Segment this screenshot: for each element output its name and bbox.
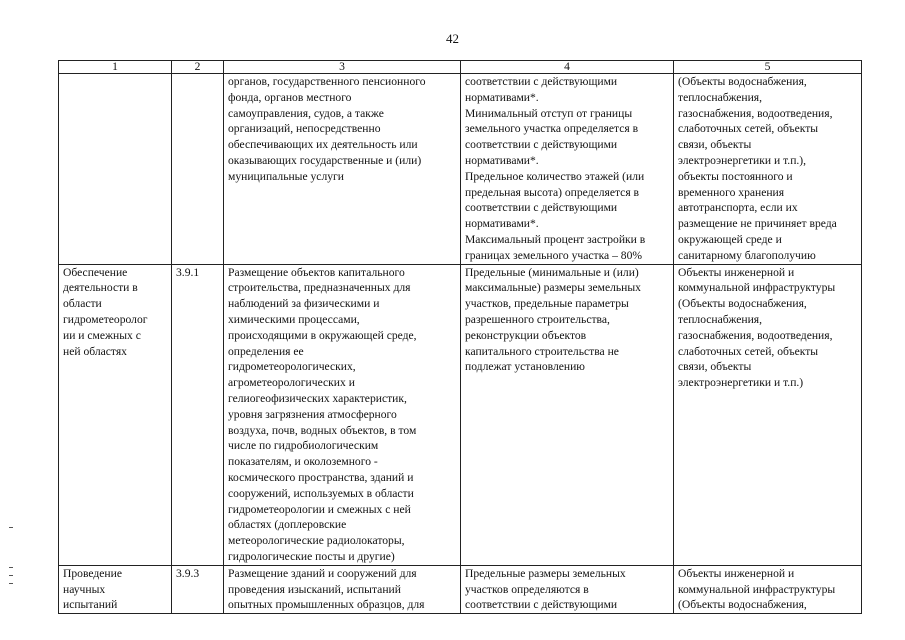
cell-text-line: деятельности в — [63, 281, 138, 295]
cell-text-line: Предельное количество этажей (или — [465, 169, 645, 183]
cell-text-line: агрометеорологических и — [228, 376, 355, 390]
cell-text-line: ии и смежных с — [63, 328, 141, 342]
cell-text-line: газоснабжения, водоотведения, — [678, 328, 833, 342]
table-row — [59, 565, 862, 613]
cell-text-line: нормативами*. — [465, 153, 539, 167]
header-col-5: 5 — [674, 61, 862, 74]
cell-text-line: объекты постоянного и — [678, 169, 793, 183]
header-col-1: 1 — [59, 61, 172, 74]
description-cell — [224, 74, 461, 265]
description-cell — [224, 565, 461, 613]
cell-text-line: Размещение объектов капитального — [228, 265, 405, 279]
cell-text-line: связи, объекты — [678, 138, 752, 152]
cell-text-line: сооружений, используемых в области — [228, 486, 414, 500]
cell-text-line: участков определяются в — [465, 582, 589, 596]
cell-text-line: муниципальные услуги — [228, 169, 344, 183]
cell-text-line: Предельные (минимальные и (или) — [465, 265, 639, 279]
cell-text-line: органов, государственного пенсионного — [228, 75, 426, 88]
cell-text-line: временного хранения — [678, 185, 785, 199]
cell-text-line: Максимальный процент застройки в — [465, 232, 646, 246]
cell-text-line: разрешенного строительства, — [465, 312, 610, 326]
cell-text-line: максимальные) размеры земельных — [465, 281, 641, 295]
cell-text-line: гидрометеоролог — [63, 312, 148, 326]
cell-text-line: предельная высота) определяется в — [465, 185, 640, 199]
auxiliary-uses-cell — [674, 264, 862, 565]
cell-text-line: слаботочных сетей, объекты — [678, 344, 819, 358]
parameters-cell — [461, 74, 674, 265]
cell-text-line: проведения изысканий, испытаний — [228, 582, 401, 596]
cell-text-line: теплоснабжения, — [678, 90, 763, 104]
cell-text-line: строительства, предназначенных для — [228, 281, 411, 295]
parameters-cell — [461, 565, 674, 613]
cell-text-line: гелиогеофизических характеристик, — [228, 391, 407, 405]
use-name-cell — [59, 264, 172, 565]
header-row — [59, 61, 862, 74]
cell-text-line: соответствии с действующими — [465, 598, 618, 612]
code-cell — [172, 565, 224, 613]
cell-text-line: гидрометеорологии и смежных с ней — [228, 502, 411, 516]
cell-text-line: космического пространства, зданий и — [228, 470, 414, 484]
cell-text-line: соответствии с действующими — [465, 201, 618, 215]
cell-text-line: гидрологические посты и другие) — [228, 549, 395, 563]
regulations-table — [58, 60, 862, 614]
cell-text-line: капитального строительства не — [465, 344, 619, 358]
cell-text-line: наблюдений за физическими и — [228, 297, 380, 311]
code-cell — [172, 74, 224, 265]
cell-text-line: 3.9.1 — [176, 265, 200, 279]
cell-text-line: 3.9.3 — [176, 566, 200, 580]
use-name-cell — [59, 74, 172, 265]
code-cell — [172, 264, 224, 565]
cell-text-line: Объекты инженерной и — [678, 566, 795, 580]
cell-text-line: опытных промышленных образцов, для — [228, 598, 425, 612]
cell-text-line: реконструкции объектов — [465, 328, 587, 342]
cell-text-line: научных — [63, 582, 106, 596]
cell-text-line: участков, предельные параметры — [465, 297, 629, 311]
margin-tick — [9, 583, 13, 584]
use-name-cell — [59, 565, 172, 613]
cell-text-line: нормативами*. — [465, 217, 539, 231]
header-col-3: 3 — [224, 61, 461, 74]
cell-text-line: газоснабжения, водоотведения, — [678, 106, 833, 120]
cell-text-line: химическими процессами, — [228, 312, 360, 326]
cell-text-line: электроэнергетики и т.п.) — [678, 376, 804, 390]
margin-tick — [9, 567, 13, 568]
cell-text-line: (Объекты водоснабжения, — [678, 598, 807, 612]
cell-text-line: определения ее — [228, 344, 304, 358]
cell-text-line: испытаний — [63, 598, 118, 612]
cell-text-line: областях (доплеровские — [228, 518, 347, 532]
cell-text-line: воздуха, почв, водных объектов, в том — [228, 423, 417, 437]
cell-text-line: коммунальной инфраструктуры — [678, 281, 836, 295]
description-cell — [224, 264, 461, 565]
parameters-cell — [461, 264, 674, 565]
margin-tick — [9, 575, 13, 576]
cell-text-line: уровня загрязнения атмосферного — [228, 407, 397, 421]
cell-text-line: оказывающих государственные и (или) — [228, 153, 422, 167]
cell-text-line: санитарному благополучию — [678, 248, 816, 262]
cell-text-line: соответствии с действующими — [465, 138, 618, 152]
cell-text-line: Проведение — [63, 566, 122, 580]
cell-text-line: автотранспорта, если их — [678, 201, 798, 215]
cell-text-line: связи, объекты — [678, 360, 752, 374]
cell-text-line: фонда, органов местного — [228, 90, 352, 104]
auxiliary-uses-cell — [674, 74, 862, 265]
cell-text-line: ней областях — [63, 344, 127, 358]
table-row — [59, 74, 862, 265]
table-row — [59, 264, 862, 565]
cell-text-line: Размещение зданий и сооружений для — [228, 566, 417, 580]
cell-text-line: области — [63, 297, 102, 311]
header-col-4: 4 — [461, 61, 674, 74]
cell-text-line: (Объекты водоснабжения, — [678, 297, 807, 311]
cell-text-line: числе по гидробиологическим — [228, 439, 379, 453]
cell-text-line: соответствии с действующими — [465, 75, 618, 88]
cell-text-line: коммунальной инфраструктуры — [678, 582, 836, 596]
cell-text-line: самоуправления, судов, а также — [228, 106, 384, 120]
cell-text-line: подлежат установлению — [465, 360, 585, 374]
header-col-2: 2 — [172, 61, 224, 74]
cell-text-line: электроэнергетики и т.п.), — [678, 153, 807, 167]
cell-text-line: обеспечивающих их деятельность или — [228, 138, 418, 152]
margin-tick — [9, 527, 13, 528]
cell-text-line: Предельные размеры земельных — [465, 566, 626, 580]
cell-text-line: происходящими в окружающей среде, — [228, 328, 417, 342]
cell-text-line: Минимальный отступ от границы — [465, 106, 633, 120]
cell-text-line: размещение не причиняет вреда — [678, 217, 837, 231]
cell-text-line: Обеспечение — [63, 265, 128, 279]
cell-text-line: границах земельного участка – 80% — [465, 248, 643, 262]
cell-text-line: Объекты инженерной и — [678, 265, 795, 279]
cell-text-line: слаботочных сетей, объекты — [678, 122, 819, 136]
cell-text-line: метеорологические радиолокаторы, — [228, 534, 405, 548]
cell-text-line: теплоснабжения, — [678, 312, 763, 326]
cell-text-line: нормативами*. — [465, 90, 539, 104]
cell-text-line: организаций, непосредственно — [228, 122, 381, 136]
cell-text-line: окружающей среде и — [678, 232, 782, 246]
cell-text-line: (Объекты водоснабжения, — [678, 75, 807, 88]
page-number: 42 — [446, 31, 459, 46]
cell-text-line: земельного участка определяется в — [465, 122, 639, 136]
cell-text-line: гидрометеорологических, — [228, 360, 356, 374]
auxiliary-uses-cell — [674, 565, 862, 613]
cell-text-line: показателям, и околоземного - — [228, 455, 378, 469]
